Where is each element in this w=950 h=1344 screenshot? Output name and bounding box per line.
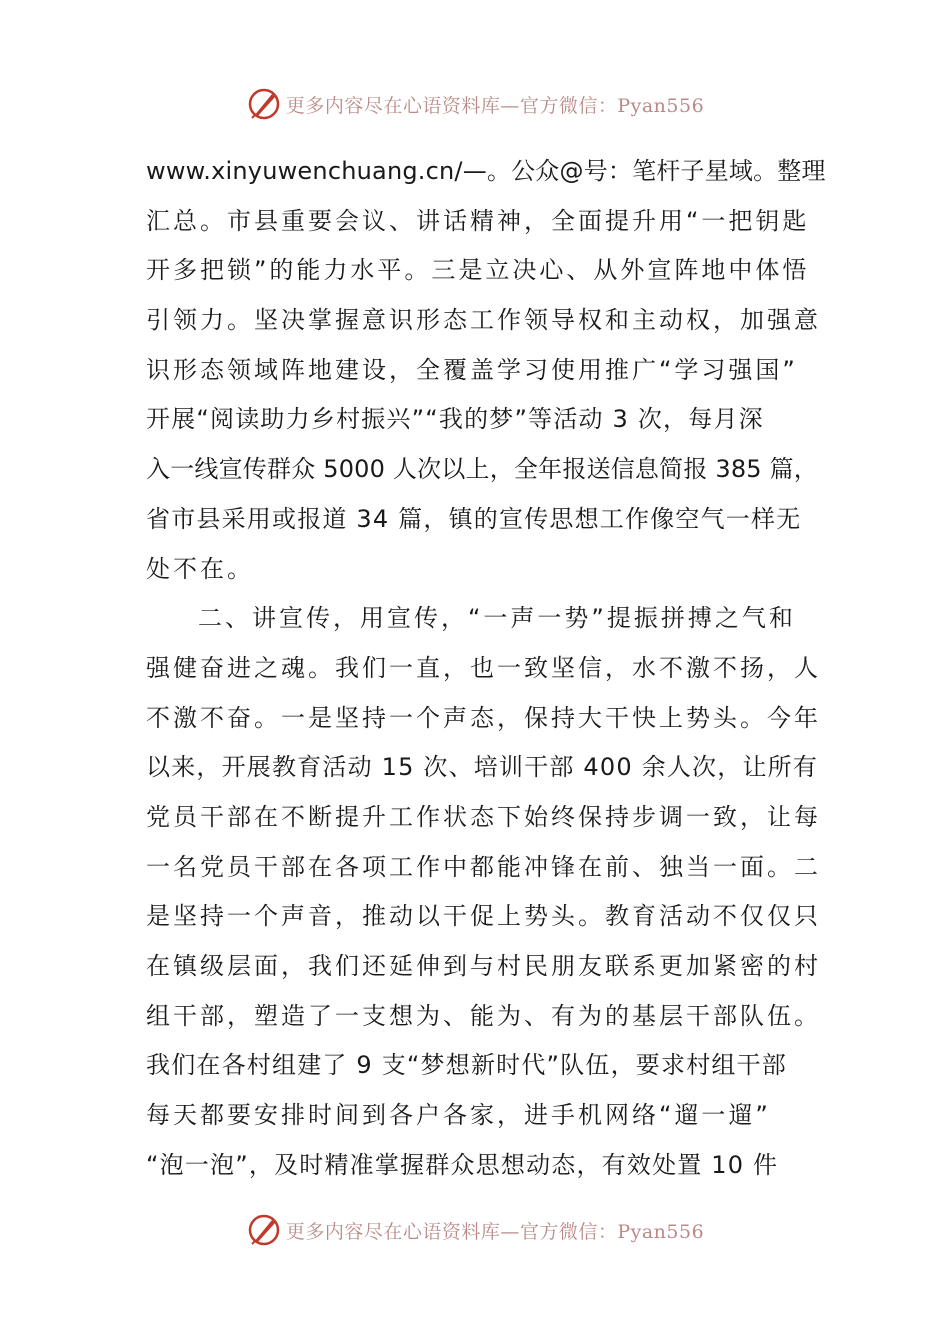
text-line: 强健奋进之魂。我们一直，也一致坚信，水不激不扬，人	[146, 653, 821, 682]
text-line: “泡一泡”，及时精准掌握群众思想动态，有效处置 10 件	[146, 1150, 779, 1179]
text-line: www.xinyuwenchuang.cn/—。公众@号：笔杆子星域。整理	[146, 157, 826, 185]
banner-text: 更多内容尽在心语资料库—官方微信：Pyan556	[285, 94, 705, 117]
text-line: 在镇级层面，我们还延伸到与村民朋友联系更加紧密的村	[146, 952, 821, 980]
text-line: 是坚持一个声音，推动以干促上势头。教育活动不仅仅只	[146, 902, 821, 931]
wechat-id: Pyan556	[617, 94, 705, 117]
quill-logo-icon	[246, 1212, 282, 1248]
text-line: 引领力。坚决掌握意识形态工作领导权和主动权，加强意	[146, 306, 821, 335]
text-line: 省市县采用或报道 34 篇，镇的宣传思想工作像空气一样无	[146, 504, 802, 533]
header-banner	[0, 82, 950, 126]
text-line: 党员干部在不断提升工作状态下始终保持步调一致，让每	[146, 802, 821, 831]
text-line: 开多把锁”的能力水平。三是立决心、从外宣阵地中体悟	[146, 256, 810, 285]
text-line: 开展“阅读助力乡村振兴”“我的梦”等活动 3 次，每月深	[146, 405, 764, 434]
text-line: 汇总。市县重要会议、讲话精神，全面提升用“一把钥匙	[146, 206, 810, 235]
banner-text: 更多内容尽在心语资料库—官方微信：Pyan556	[285, 1220, 705, 1243]
text-line: 每天都要安排时间到各户各家，进手机网络“遛一遛”	[146, 1101, 771, 1130]
document-body	[146, 147, 826, 1190]
text-line: 一名党员干部在各项工作中都能冲锋在前、独当一面。二	[146, 852, 821, 881]
text-line: 组干部，塑造了一支想为、能为、有为的基层干部队伍。	[146, 1001, 821, 1030]
quill-logo-icon	[246, 86, 282, 122]
wechat-id: Pyan556	[617, 1220, 705, 1243]
text-line: 识形态领域阵地建设，全覆盖学习使用推广“学习强国”	[146, 355, 798, 384]
text-line: 处不在。	[146, 554, 254, 583]
text-line: 入一线宣传群众 5000 人次以上，全年报送信息简报 385 篇，	[146, 455, 819, 484]
text-line: 我们在各村组建了 9 支“梦想新时代”队伍，要求村组干部	[146, 1051, 787, 1080]
text-line: 以来，开展教育活动 15 次、培训干部 400 余人次，让所有	[146, 753, 819, 782]
footer-banner	[0, 1208, 950, 1252]
text-line: 不激不奋。一是坚持一个声态，保持大干快上势头。今年	[146, 703, 821, 732]
text-line: 二、讲宣传，用宣传，“一声一势”提振拼搏之气和	[198, 604, 796, 633]
